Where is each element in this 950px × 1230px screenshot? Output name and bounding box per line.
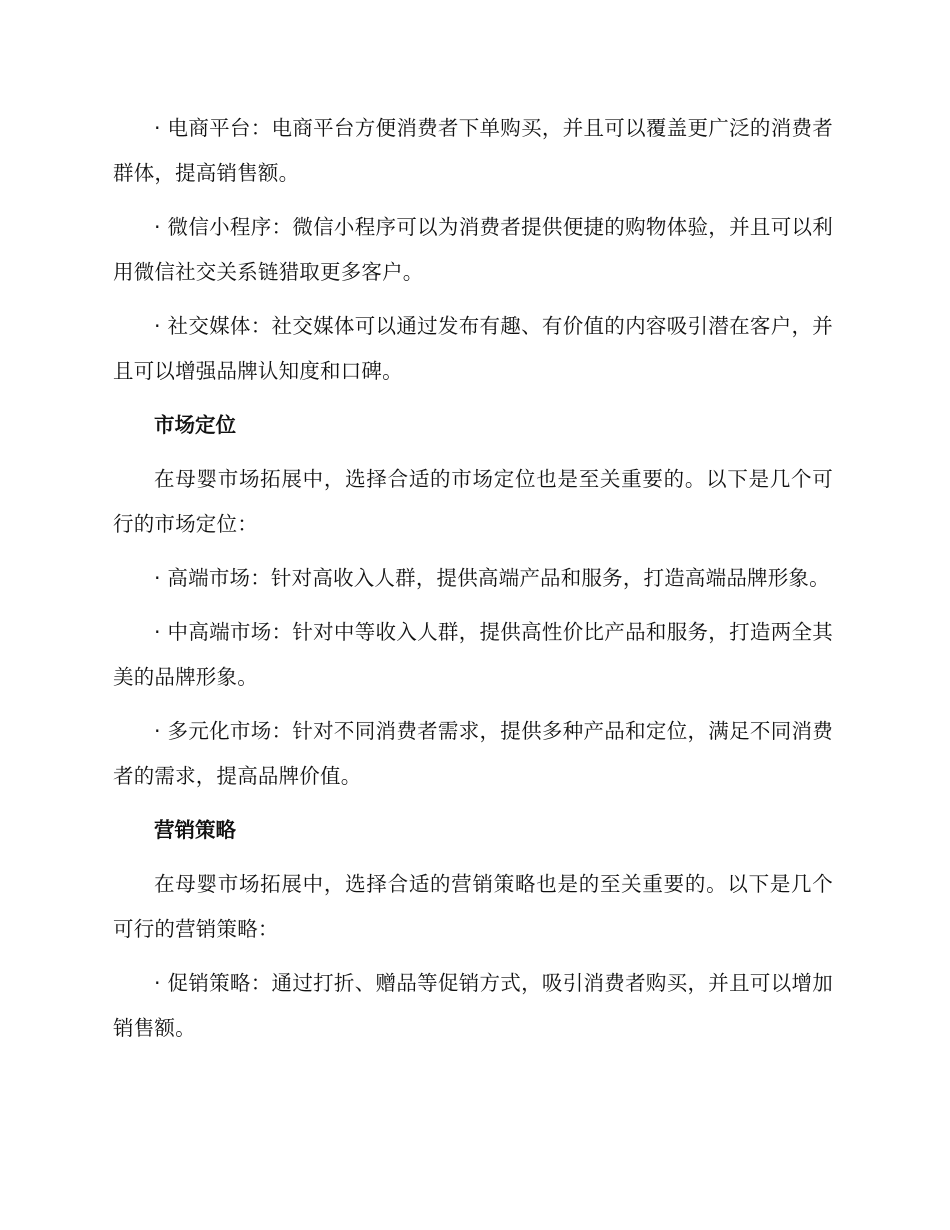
intro-market-positioning: 在母婴市场拓展中，选择合适的市场定位也是至关重要的。以下是几个可行的市场定位： xyxy=(113,467,833,536)
bullet-ecommerce-platform: · 电商平台：电商平台方便消费者下单购买，并且可以覆盖更广泛的消费者群体，提高销售额。 xyxy=(113,116,833,185)
document-body xyxy=(113,106,833,1060)
section-heading-marketing-strategy: 营销策略 xyxy=(154,818,236,842)
bullet-mid-high-end-market: · 中高端市场：针对中等收入人群，提供高性价比产品和服务，打造两全其美的品牌形象。 xyxy=(113,620,833,689)
bullet-promotion-strategy: · 促销策略：通过打折、赠品等促销方式，吸引消费者购买，并且可以增加销售额。 xyxy=(113,971,833,1040)
bullet-social-media: · 社交媒体：社交媒体可以通过发布有趣、有价值的内容吸引潜在客户，并且可以增强品牌认知度和口碑。 xyxy=(113,314,833,383)
section-heading-market-positioning: 市场定位 xyxy=(154,413,236,437)
bullet-high-end-market: · 高端市场：针对高收入人群，提供高端产品和服务，打造高端品牌形象。 xyxy=(154,566,830,590)
bullet-diversified-market: · 多元化市场：针对不同消费者需求，提供多种产品和定位，满足不同消费者的需求，提高品牌价值。 xyxy=(113,719,833,788)
intro-marketing-strategy: 在母婴市场拓展中，选择合适的营销策略也是的至关重要的。以下是几个可行的营销策略： xyxy=(113,872,833,941)
bullet-wechat-mini-program: · 微信小程序：微信小程序可以为消费者提供便捷的购物体验，并且可以利用微信社交关系链猎取更多客户。 xyxy=(113,215,833,284)
